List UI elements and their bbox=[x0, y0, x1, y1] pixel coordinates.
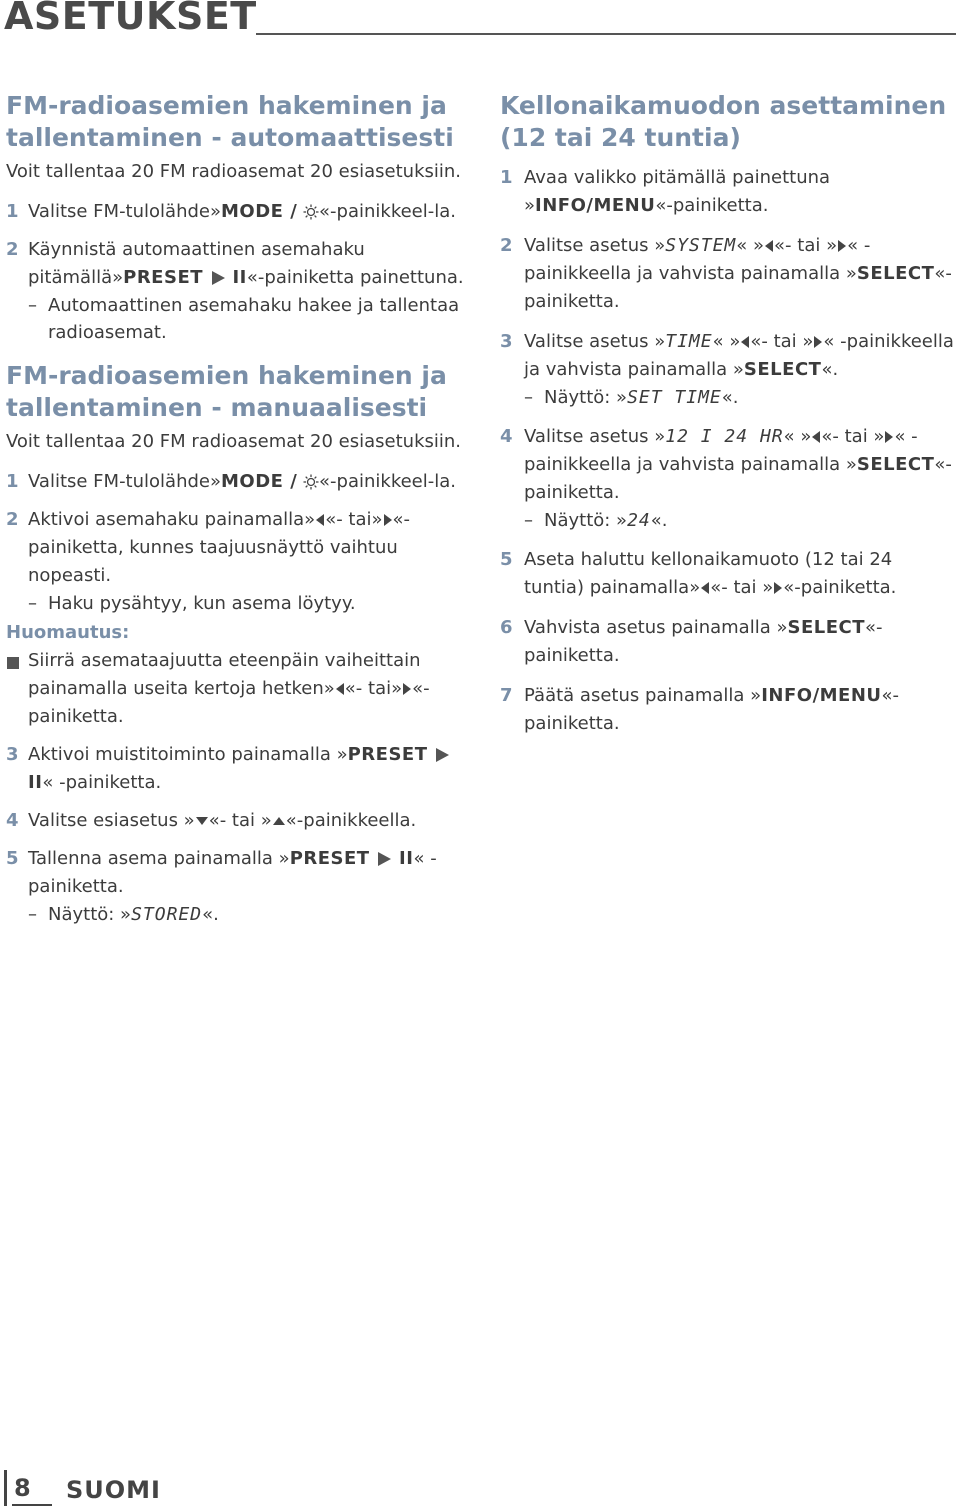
step-text: « -painiketta. bbox=[28, 848, 437, 897]
step-text: Päätä asetus painamalla » bbox=[524, 685, 762, 706]
right-triangle-icon bbox=[884, 430, 894, 444]
note-text: «- tai» bbox=[344, 678, 403, 699]
step-text: Tallenna asema painamalla » bbox=[28, 848, 290, 869]
note-heading: Huomautus: bbox=[6, 622, 130, 643]
step-number: 4 bbox=[500, 426, 513, 447]
page-header bbox=[4, 0, 960, 42]
footer-bar bbox=[4, 1470, 7, 1506]
manual-step-1 bbox=[6, 468, 470, 496]
mode-button-label: MODE / bbox=[221, 471, 298, 492]
left-triangle-icon bbox=[700, 581, 710, 595]
step-text: Aseta haluttu kellonaikamuoto (12 tai 24 tuntia) painamalla» bbox=[524, 549, 893, 598]
sun-icon bbox=[303, 204, 319, 220]
step-text: « » bbox=[712, 331, 741, 352]
preset-button-label: PRESET bbox=[289, 848, 370, 869]
footer-rule bbox=[12, 1504, 52, 1506]
note-item bbox=[6, 647, 470, 731]
sub-text: «. bbox=[202, 904, 219, 925]
step-text: «- tai » bbox=[821, 426, 885, 447]
step-text: «-painiketta. bbox=[524, 617, 883, 666]
step-text: «- tai » bbox=[774, 235, 838, 256]
right-triangle-icon bbox=[402, 682, 412, 696]
clock-step-4 bbox=[500, 423, 956, 507]
section-heading-clock: Kellonaikamuodon asettaminen (12 tai 24 tuntia) bbox=[500, 91, 947, 152]
dash-marker: – bbox=[28, 295, 37, 316]
step-text: « » bbox=[783, 426, 812, 447]
step-text: « » bbox=[736, 235, 765, 256]
clock-step-7 bbox=[500, 682, 956, 738]
step-number: 1 bbox=[6, 471, 19, 492]
step-text: Valitse esiasetus » bbox=[28, 810, 195, 831]
step-text: « -painiketta. bbox=[42, 772, 162, 793]
step-text: Aktivoi muistitoiminto painamalla » bbox=[28, 744, 348, 765]
step-text: «- tai » bbox=[710, 577, 774, 598]
auto-step-2-result bbox=[28, 292, 470, 346]
left-column bbox=[6, 90, 470, 928]
step-text: «- tai » bbox=[750, 331, 814, 352]
up-triangle-icon bbox=[272, 816, 286, 826]
clock-step-1 bbox=[500, 164, 956, 220]
step-number: 7 bbox=[500, 685, 513, 706]
lcd-display-text: TIME bbox=[665, 331, 713, 352]
square-bullet-icon bbox=[7, 657, 19, 669]
manual-step-4 bbox=[6, 807, 470, 835]
right-triangle-icon bbox=[383, 513, 393, 527]
step-text: Valitse FM-tulolähde» bbox=[28, 471, 221, 492]
play-icon bbox=[375, 851, 393, 867]
step-text: «-painiketta. bbox=[524, 454, 952, 503]
step-text: Valitse asetus » bbox=[524, 426, 666, 447]
section-heading-auto: FM-radioasemien hakeminen ja tallentaminen - automaattisesti bbox=[6, 91, 454, 152]
step-text: « -painikkeella ja vahvista painamalla » bbox=[524, 426, 918, 475]
play-icon bbox=[433, 747, 451, 763]
right-column bbox=[500, 90, 956, 750]
clock-step-6 bbox=[500, 614, 956, 670]
step-text: «-painiketta. bbox=[655, 195, 769, 216]
info-menu-button-label: INFO/MENU bbox=[761, 685, 882, 706]
right-triangle-icon bbox=[773, 581, 783, 595]
sub-text: Näyttö: » bbox=[544, 387, 628, 408]
left-triangle-icon bbox=[764, 239, 774, 253]
intro-auto: Voit tallentaa 20 FM radioasemat 20 esiasetuksiin. bbox=[6, 161, 462, 182]
step-number: 3 bbox=[6, 744, 19, 765]
step-text: Valitse asetus » bbox=[524, 235, 666, 256]
preset-button-label: PRESET bbox=[123, 267, 204, 288]
page-number: 8 bbox=[14, 1474, 31, 1502]
step-number: 2 bbox=[6, 239, 19, 260]
clock-step-3-result bbox=[524, 384, 956, 411]
sub-text: Haku pysähtyy, kun asema löytyy. bbox=[48, 593, 356, 614]
manual-step-3 bbox=[6, 741, 470, 797]
mode-button-label: MODE / bbox=[221, 201, 298, 222]
step-text: «-painikkeel-la. bbox=[319, 471, 457, 492]
select-button-label: SELECT bbox=[856, 454, 935, 475]
manual-step-5 bbox=[6, 845, 470, 901]
page-title: ASETUKSET bbox=[4, 0, 257, 38]
manual-step-2-result bbox=[28, 590, 470, 617]
step-text: Vahvista asetus painamalla » bbox=[524, 617, 788, 638]
sun-icon bbox=[303, 474, 319, 490]
pause-label: II bbox=[232, 267, 247, 288]
preset-button-label: PRESET bbox=[347, 744, 428, 765]
step-text: «- tai » bbox=[208, 810, 272, 831]
lcd-display-text: SYSTEM bbox=[665, 235, 737, 256]
step-number: 4 bbox=[6, 810, 19, 831]
footer-language: SUOMI bbox=[66, 1476, 161, 1504]
step-number: 5 bbox=[6, 848, 19, 869]
step-text: «-painiketta. bbox=[524, 263, 952, 312]
lcd-display-text: STORED bbox=[131, 904, 203, 925]
clock-step-5 bbox=[500, 546, 956, 602]
sub-text: «. bbox=[721, 387, 739, 408]
sub-text: Näyttö: » bbox=[544, 510, 628, 531]
step-number: 5 bbox=[500, 549, 513, 570]
step-text: «-painiketta. bbox=[524, 685, 900, 734]
title-rule bbox=[256, 33, 956, 35]
step-text: «-painiketta painettuna. bbox=[246, 267, 464, 288]
step-number: 1 bbox=[500, 167, 513, 188]
pause-label: II bbox=[399, 848, 414, 869]
auto-step-1 bbox=[6, 198, 470, 226]
step-text: «-painiketta. bbox=[783, 577, 897, 598]
play-icon bbox=[209, 270, 227, 286]
step-text: «. bbox=[821, 359, 839, 380]
right-triangle-icon bbox=[837, 239, 847, 253]
lcd-display-text: 24 bbox=[627, 510, 651, 531]
down-triangle-icon bbox=[195, 816, 209, 826]
info-menu-button-label: INFO/MENU bbox=[535, 195, 656, 216]
page-footer bbox=[4, 1470, 304, 1508]
clock-step-2 bbox=[500, 232, 956, 316]
step-number: 2 bbox=[500, 235, 513, 256]
dash-marker: – bbox=[28, 904, 37, 925]
sub-text: «. bbox=[650, 510, 668, 531]
left-triangle-icon bbox=[335, 682, 345, 696]
select-button-label: SELECT bbox=[743, 359, 822, 380]
step-text: Käynnistä automaattinen asemahaku pitämällä» bbox=[28, 239, 365, 288]
lcd-display-text: 12 I 24 HR bbox=[665, 426, 784, 447]
step-text: «- tai» bbox=[325, 509, 383, 530]
clock-step-4-result bbox=[524, 507, 956, 534]
step-text: «-painikkeella. bbox=[285, 810, 417, 831]
select-button-label: SELECT bbox=[856, 263, 935, 284]
note-text: Siirrä asemataajuutta eteenpäin vaiheittain painamalla useita kertoja hetken» bbox=[28, 650, 421, 699]
sub-text: Näyttö: » bbox=[48, 904, 132, 925]
step-text: «-painikkeel-la. bbox=[319, 201, 457, 222]
step-text: «-painiketta, kunnes taajuusnäyttö vaihtuu nopeasti. bbox=[28, 509, 411, 586]
pause-label: II bbox=[28, 772, 43, 793]
step-number: 2 bbox=[6, 509, 19, 530]
clock-step-3 bbox=[500, 328, 956, 384]
step-number: 1 bbox=[6, 201, 19, 222]
dash-marker: – bbox=[524, 387, 533, 408]
left-triangle-icon bbox=[811, 430, 821, 444]
right-triangle-icon bbox=[813, 335, 823, 349]
dash-marker: – bbox=[28, 593, 37, 614]
step-text: Valitse FM-tulolähde» bbox=[28, 201, 221, 222]
step-text: Aktivoi asemahaku painamalla» bbox=[28, 509, 316, 530]
note-text: «-painiketta. bbox=[28, 678, 430, 727]
left-triangle-icon bbox=[315, 513, 325, 527]
select-button-label: SELECT bbox=[787, 617, 865, 638]
dash-marker: – bbox=[524, 510, 533, 531]
manual-step-2 bbox=[6, 506, 470, 590]
intro-manual: Voit tallentaa 20 FM radioasemat 20 esiasetuksiin. bbox=[6, 431, 462, 452]
lcd-display-text: SET TIME bbox=[627, 387, 722, 408]
step-text: « -painikkeella ja vahvista painamalla » bbox=[524, 331, 954, 380]
step-text: « -painikkeella ja vahvista painamalla » bbox=[524, 235, 871, 284]
step-number: 6 bbox=[500, 617, 513, 638]
auto-step-2 bbox=[6, 236, 470, 292]
step-number: 3 bbox=[500, 331, 513, 352]
manual-step-5-result bbox=[28, 901, 470, 928]
step-text: Avaa valikko pitämällä painettuna » bbox=[524, 167, 831, 216]
step-text: Valitse asetus » bbox=[524, 331, 666, 352]
left-triangle-icon bbox=[740, 335, 750, 349]
section-heading-manual: FM-radioasemien hakeminen ja tallentaminen - manuaalisesti bbox=[6, 361, 447, 422]
sub-text: Automaattinen asemahaku hakee ja tallentaa radioasemat. bbox=[48, 295, 460, 343]
